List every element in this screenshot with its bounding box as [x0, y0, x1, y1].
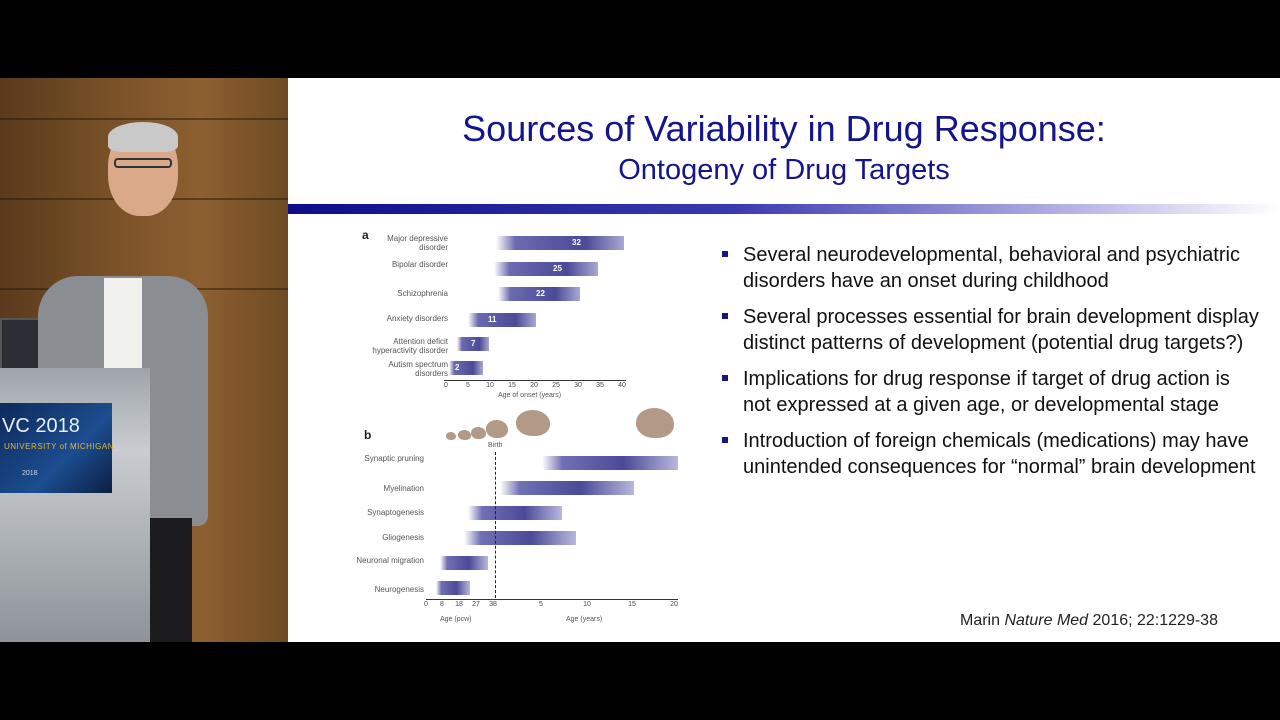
panel-b-tick: 8	[440, 601, 444, 608]
panel-a-tick: 15	[508, 382, 516, 389]
bullet-square-icon	[722, 251, 728, 257]
panel-b-x-axis	[426, 599, 678, 600]
panel-a-tick: 10	[486, 382, 494, 389]
podium-year-text: VC 2018	[2, 415, 80, 437]
presentation-slide	[288, 78, 1280, 642]
panel-b-bar	[440, 556, 488, 570]
bullet-text: Several processes essential for brain development display distinct patterns of development (potential drug targets?)	[743, 306, 1259, 354]
panel-a-tick: 5	[466, 382, 470, 389]
panel-b-bar	[436, 581, 470, 595]
panel-b-tick: 10	[583, 601, 591, 608]
bullet-square-icon	[722, 375, 728, 381]
panel-a-bar-value: 2	[455, 363, 460, 372]
panel-b-bar	[468, 506, 562, 520]
panel-b-row-label: Myelination	[383, 484, 424, 493]
bullet-text: Introduction of foreign chemicals (medications) may have unintended consequences for “normal” brain development	[743, 430, 1256, 478]
brain-illustration	[516, 410, 550, 436]
slide-title: Sources of Variability in Drug Response:	[462, 108, 1106, 149]
panel-a-tick: 40	[618, 382, 626, 389]
panel-b-bar	[542, 456, 678, 470]
panel-a-tick: 0	[444, 382, 448, 389]
panel-a-row-label: Bipolar disorder	[391, 260, 448, 269]
panel-b-row-label: Synaptogenesis	[367, 508, 424, 517]
panel-b-letter: b	[364, 428, 372, 442]
panel-a-bar-value: 25	[553, 264, 562, 273]
panel-a-letter: a	[362, 228, 369, 242]
panel-b-tick: 18	[455, 601, 463, 608]
bullet-item	[720, 242, 1260, 294]
brain-illustration	[458, 430, 471, 440]
panel-a-bar	[468, 313, 536, 327]
speaker-video-panel	[0, 78, 288, 642]
bullet-text: Several neurodevelopmental, behavioral and psychiatric disorders have an onset during childhood	[743, 244, 1240, 292]
panel-b-bar	[464, 531, 576, 545]
panel-a-tick: 30	[574, 382, 582, 389]
brain-illustration	[471, 427, 486, 439]
podium-small-text: 2018	[22, 470, 38, 477]
citation-author: Marin	[960, 612, 1001, 629]
speaker-hair	[108, 122, 178, 152]
panel-b-tick: 5	[539, 601, 543, 608]
slide-subtitle: Ontogeny of Drug Targets	[618, 154, 950, 186]
panel-b-row-label: Synaptic pruning	[364, 454, 424, 463]
title-divider-bar	[288, 204, 1280, 214]
panel-a-x-axis	[444, 380, 626, 381]
panel-a-row-label: Schizophrenia	[397, 289, 448, 298]
bullet-item	[720, 428, 1260, 480]
panel-b-axis-title-pcw: Age (pcw)	[440, 616, 472, 623]
panel-a-bar	[494, 262, 598, 276]
bullet-list	[720, 242, 1260, 490]
panel-a-bar-value: 32	[572, 238, 581, 247]
panel-b-tick: 15	[628, 601, 636, 608]
bullet-item	[720, 304, 1260, 356]
panel-b-row-label: Neuronal migration	[356, 556, 424, 565]
panel-a-tick: 20	[530, 382, 538, 389]
brain-illustration	[446, 432, 456, 440]
panel-a-bar	[496, 236, 624, 250]
birth-label: Birth	[488, 442, 503, 449]
panel-a-row-label: Anxiety disorders	[386, 314, 448, 323]
citation-journal: Nature Med	[1004, 612, 1089, 629]
bullet-item	[720, 366, 1260, 418]
birth-dashed-line	[495, 452, 496, 598]
figure-brain-development	[358, 226, 698, 636]
panel-a-row-label: Autism spectrum disorders	[388, 360, 448, 378]
panel-b-tick: 20	[670, 601, 678, 608]
bullet-square-icon	[722, 313, 728, 319]
panel-b-bar	[500, 481, 634, 495]
panel-a-row-label: Major depressive disorder	[387, 234, 448, 252]
panel-a-bar-value: 22	[536, 289, 545, 298]
citation-details: 2016; 22:1229-38	[1092, 612, 1218, 629]
panel-b-tick: 0	[424, 601, 428, 608]
panel-a-tick: 35	[596, 382, 604, 389]
bullet-text: Implications for drug response if target of drug action is not expressed at a given age, or developmental stage	[743, 368, 1230, 416]
panel-a-row-label: Attention deficit hyperactivity disorder	[372, 337, 448, 355]
citation	[960, 612, 1218, 630]
panel-a-bar-value: 11	[488, 315, 497, 324]
panel-b-axis-title-years: Age (years)	[566, 616, 603, 623]
panel-a-tick: 25	[552, 382, 560, 389]
podium-university-text: UNIVERSITY of MICHIGAN	[4, 442, 114, 451]
brain-illustration	[486, 420, 508, 438]
panel-b-tick: 38	[489, 601, 497, 608]
speaker-glasses	[114, 158, 172, 168]
video-frame	[0, 78, 1280, 642]
bullet-square-icon	[722, 437, 728, 443]
panel-a-axis-title: Age of onset (years)	[498, 392, 562, 399]
panel-a-bar-value: 7	[471, 339, 476, 348]
panel-b-row-label: Neurogenesis	[374, 585, 424, 594]
wood-panel-line	[0, 118, 288, 120]
brain-illustration	[636, 408, 674, 438]
panel-b-row-label: Gliogenesis	[382, 533, 424, 542]
panel-b-tick: 27	[472, 601, 480, 608]
